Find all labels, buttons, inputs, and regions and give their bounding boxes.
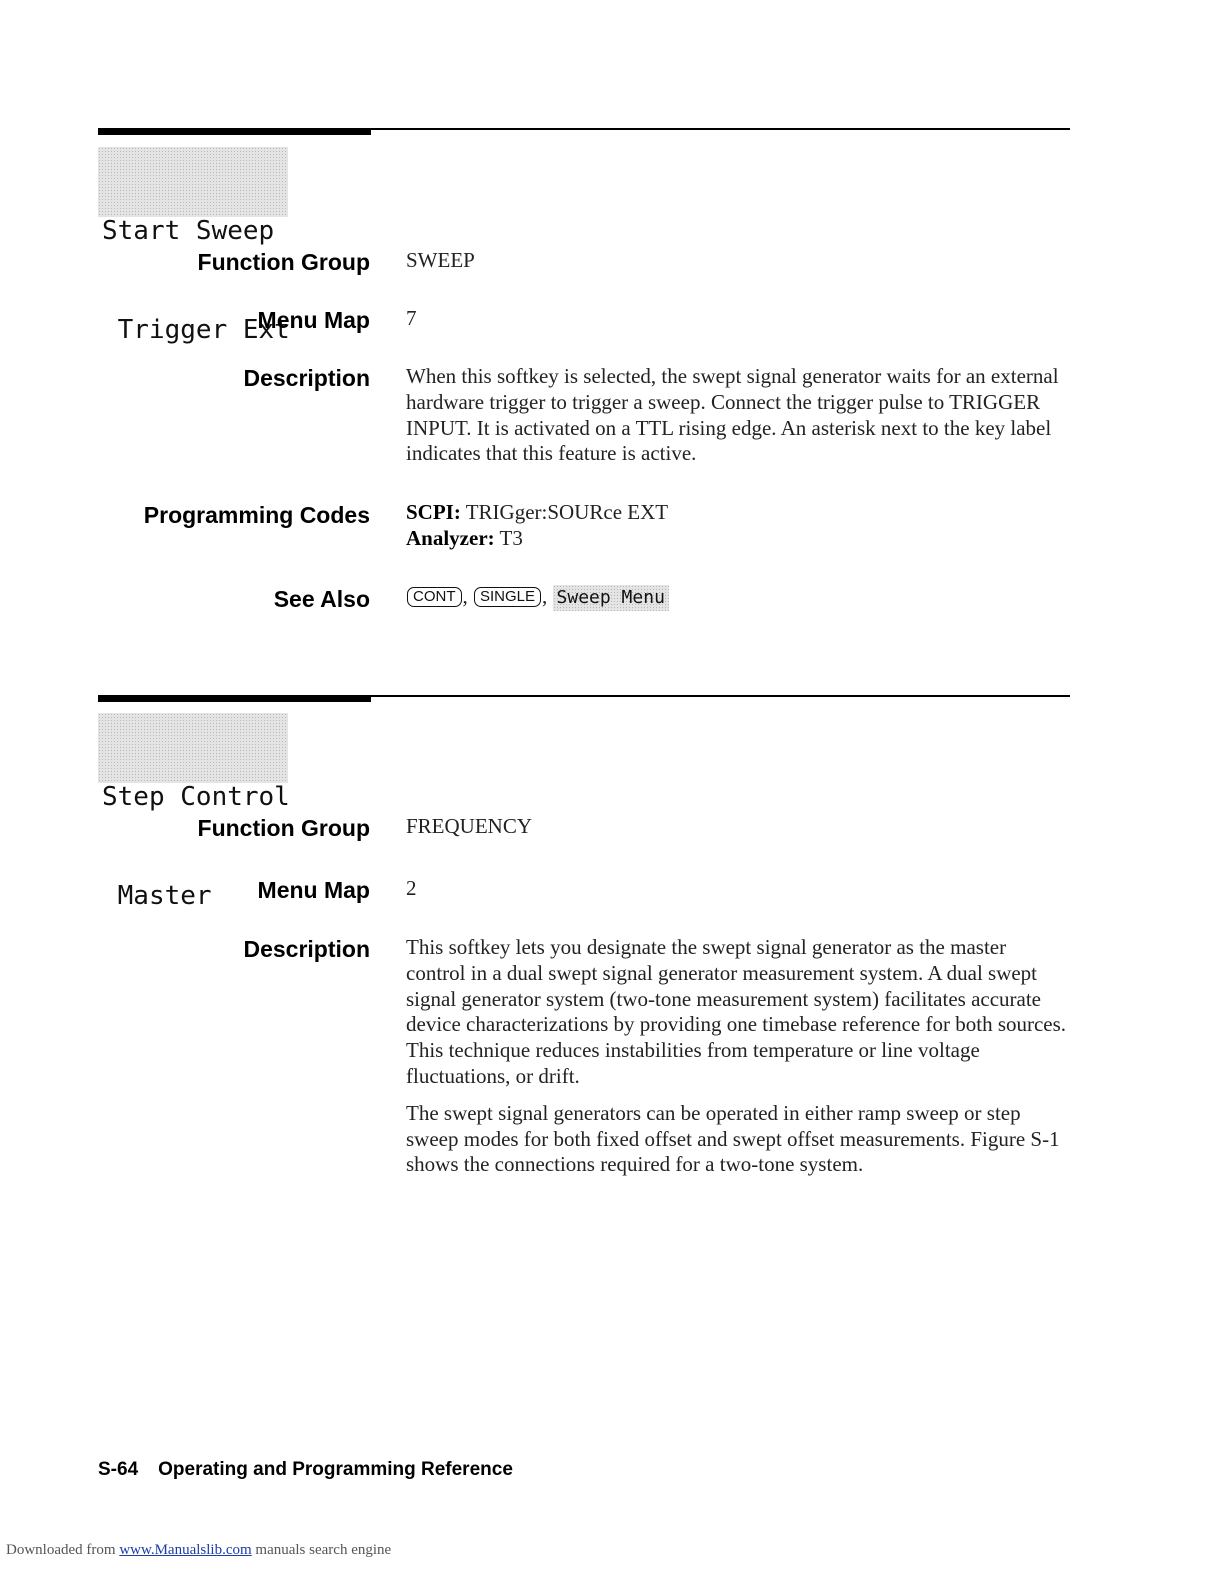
softkey-title-line: Master <box>102 881 212 911</box>
see-also-label: See Also <box>273 586 370 612</box>
section-rule-thick <box>98 695 371 702</box>
softkey-title-line: Step Control <box>102 782 290 812</box>
softkey-title-line: Start Sweep <box>102 216 275 246</box>
description-paragraph: This softkey lets you designate the swept signal generator as the master control in a dual swept signal generator measurement system. A dual swept signal generator system (two-tone measurement system) facilitates accurate device characterizations by providing one timebase reference for both sources. This technique reduces instabilities from temperature or line voltage fluctuations, or drift. <box>406 935 1067 1088</box>
single-key-reference: SINGLE <box>474 587 541 607</box>
programming-codes-label: Programming Codes <box>143 502 370 528</box>
separator: , <box>462 584 468 608</box>
description-paragraph: When this softkey is selected, the swept signal generator waits for an external hardware trigger to trigger a sweep. Connect the trigger pulse to TRIGGER INPUT. It is activated on a TTL rising edge. An asterisk next to the key label indicates that this feature is active. <box>406 364 1059 466</box>
see-also-list <box>406 584 1070 611</box>
description-label: Description <box>243 365 370 391</box>
manualslib-link[interactable]: www.Manualslib.com <box>119 1542 252 1558</box>
function-group-label: Function Group <box>197 249 370 275</box>
footer-title: Operating and Programming Reference <box>158 1459 513 1480</box>
analyzer-label: Analyzer: <box>406 525 495 550</box>
scpi-line <box>406 500 1070 526</box>
analyzer-command: T3 <box>499 525 523 550</box>
programming-codes <box>406 500 1070 552</box>
function-group-label: Function Group <box>197 815 370 841</box>
separator: , <box>542 584 548 608</box>
analyzer-line <box>406 526 1070 552</box>
sweep-menu-softkey-reference: Sweep Menu <box>553 585 669 611</box>
function-group-value: FREQUENCY <box>406 814 533 838</box>
menu-map-label: Menu Map <box>257 877 370 903</box>
scpi-label: SCPI: <box>406 500 461 524</box>
section-rule-thin <box>371 128 1070 130</box>
download-notice <box>6 1542 391 1559</box>
description-label: Description <box>243 936 370 962</box>
section-rule-thin <box>371 695 1070 697</box>
description-text <box>406 364 1070 478</box>
menu-map-value: 2 <box>406 876 417 900</box>
page-footer <box>98 1459 513 1481</box>
menu-map-label: Menu Map <box>257 307 370 333</box>
function-group-value: SWEEP <box>406 248 475 272</box>
description-text <box>406 935 1070 1189</box>
cont-key-reference: CONT <box>407 587 462 607</box>
download-prefix: Downloaded from <box>6 1542 116 1558</box>
scpi-command: TRIGger:SOURce EXT <box>465 500 669 524</box>
description-paragraph: The swept signal generators can be operated in either ramp sweep or step sweep modes for both fixed offset and swept offset measurements. Figure S-1 shows the connections required for a two-tone system. <box>406 1100 1060 1177</box>
menu-map-value: 7 <box>406 306 417 330</box>
softkey-title-line: Trigger Ext <box>102 315 290 345</box>
page-number: S-64 <box>98 1459 139 1480</box>
section-rule-thick <box>98 128 371 135</box>
download-suffix: manuals search engine <box>255 1542 392 1558</box>
